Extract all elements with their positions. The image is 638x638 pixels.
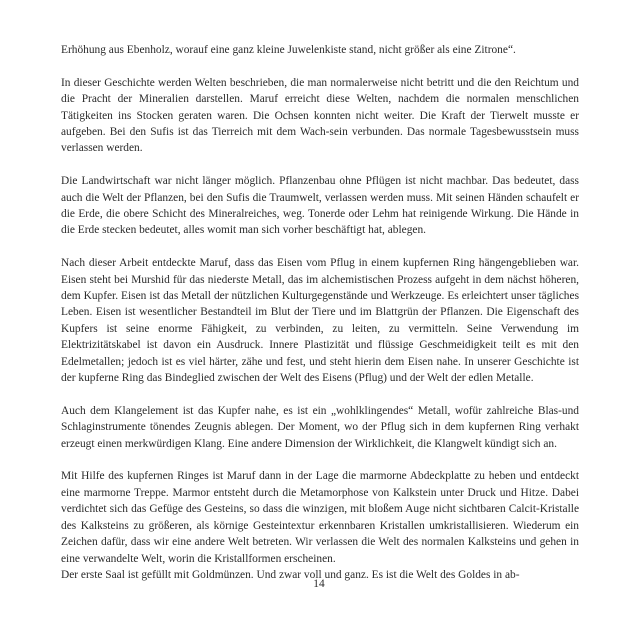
paragraph-marble: Mit Hilfe des kupfernen Ringes ist Maruf dann in der Lage die marmorne Abdeckplatte zu heben und entdeckt eine marmorne Treppe. Marmor entsteht durch die Metamorphose von Kalkstein unter Druck und Hitze. Dabei verdichtet sich das Gefüge des Gesteins, so dass die winzigen, mit bloßem Auge nicht sichtbaren Calcit-Kristalle des Kalksteins zu größeren, als körnige Gesteintextur erkennbaren Kristallen umkristallisieren. Wiederum ein Zeichen dafür, dass wir eine andere Welt betreten. Wir verlassen die Welt des normalen Kalksteins und gehen in eine verwandelte Welt, worin die Kristallformen erscheinen. xyxy=(61,470,579,565)
paragraph-iron-copper: Nach dieser Arbeit entdeckte Maruf, dass das Eisen vom Pflug in einem kupfernen Ring hängengeblieben war. Eisen steht bei Murshid für das niederste Metall, das im alchemistischen Prozess aufgeht in dem nächst höheren, dem Kupfer. Eisen ist das Metall der nützlichen Kulturgegenstände und Werkzeuge. Es erleichtert unser tägliches Leben. Eisen ist wesentlicher Bestandteil im Blut der Tiere und im Blattgrün der Pflanzen. Die Eigenschaft des Kupfers ist seine enorme Fähigkeit, zu verbinden, zu leiten, zu vermitteln. Seine Verwendung im Elektrizitätskabel ist davon ein Ausdruck. Innere Plastizität und flüssige Geschmeidigkeit teilt es mit den Edelmetallen; jedoch ist es viel härter, zähe und fest, und steht hierin dem Eisen nahe. In unserer Geschichte ist der kupferne Ring das Bindeglied zwischen der Welt des Eisens (Pflug) und der Welt der edlen Metalle. xyxy=(61,257,579,385)
document-page xyxy=(61,42,579,583)
paragraph-intro: Erhöhung aus Ebenholz, worauf eine ganz kleine Juwelenkiste stand, nicht größer als eine Zitrone“. xyxy=(61,44,516,56)
paragraph-sound: Auch dem Klangelement ist das Kupfer nahe, es ist ein „wohlklingendes“ Metall, wofür zahlreiche Blas-und Schlaginstrumente tönendes Zeugnis ablegen. Der Moment, wo der Pflug sich in dem kupfernen Ring verhakt erzeugt einen merkwürdigen Klang. Eine andere Dimension der Wirklichkeit, die Klangwelt kündigt sich an. xyxy=(61,404,579,450)
page-number: 14 xyxy=(313,578,325,590)
paragraph-worlds: In dieser Geschichte werden Welten beschrieben, die man normalerweise nicht betritt und die den Reichtum und die Pracht der Mineralien darstellen. Maruf erreicht diese Welten, nachdem die normalen menschlichen Tätigkeiten ins Stocken geraten waren. Die Ochsen konnten nicht weiter. Die Kraft der Tierwelt musste er aufgeben. Bei den Sufis ist das Tierreich mit dem Wach-sein verbunden. Das normale Tagesbewusstsein muss verlassen werden. xyxy=(61,76,579,155)
paragraph-gold: Der erste Saal ist gefüllt mit Goldmünzen. Und zwar voll und ganz. Es ist die Welt des Goldes in ab- xyxy=(61,568,520,581)
paragraph-agriculture: Die Landwirtschaft war nicht länger möglich. Pflanzenbau ohne Pflügen ist nicht machbar. Das bedeutet, dass auch die Welt der Pflanzen, bei den Sufis die Traumwelt, verlassen werden muss. Mit seinen Händen schaufelt er die Erde, die obere Schicht des Mineralreiches, weg. Tonerde oder Lehm hat reinigende Wirkung. Die Hände in die Erde stecken bedeutet, alles womit man sich vorher beschäftigt hat, ablegen. xyxy=(61,175,579,237)
